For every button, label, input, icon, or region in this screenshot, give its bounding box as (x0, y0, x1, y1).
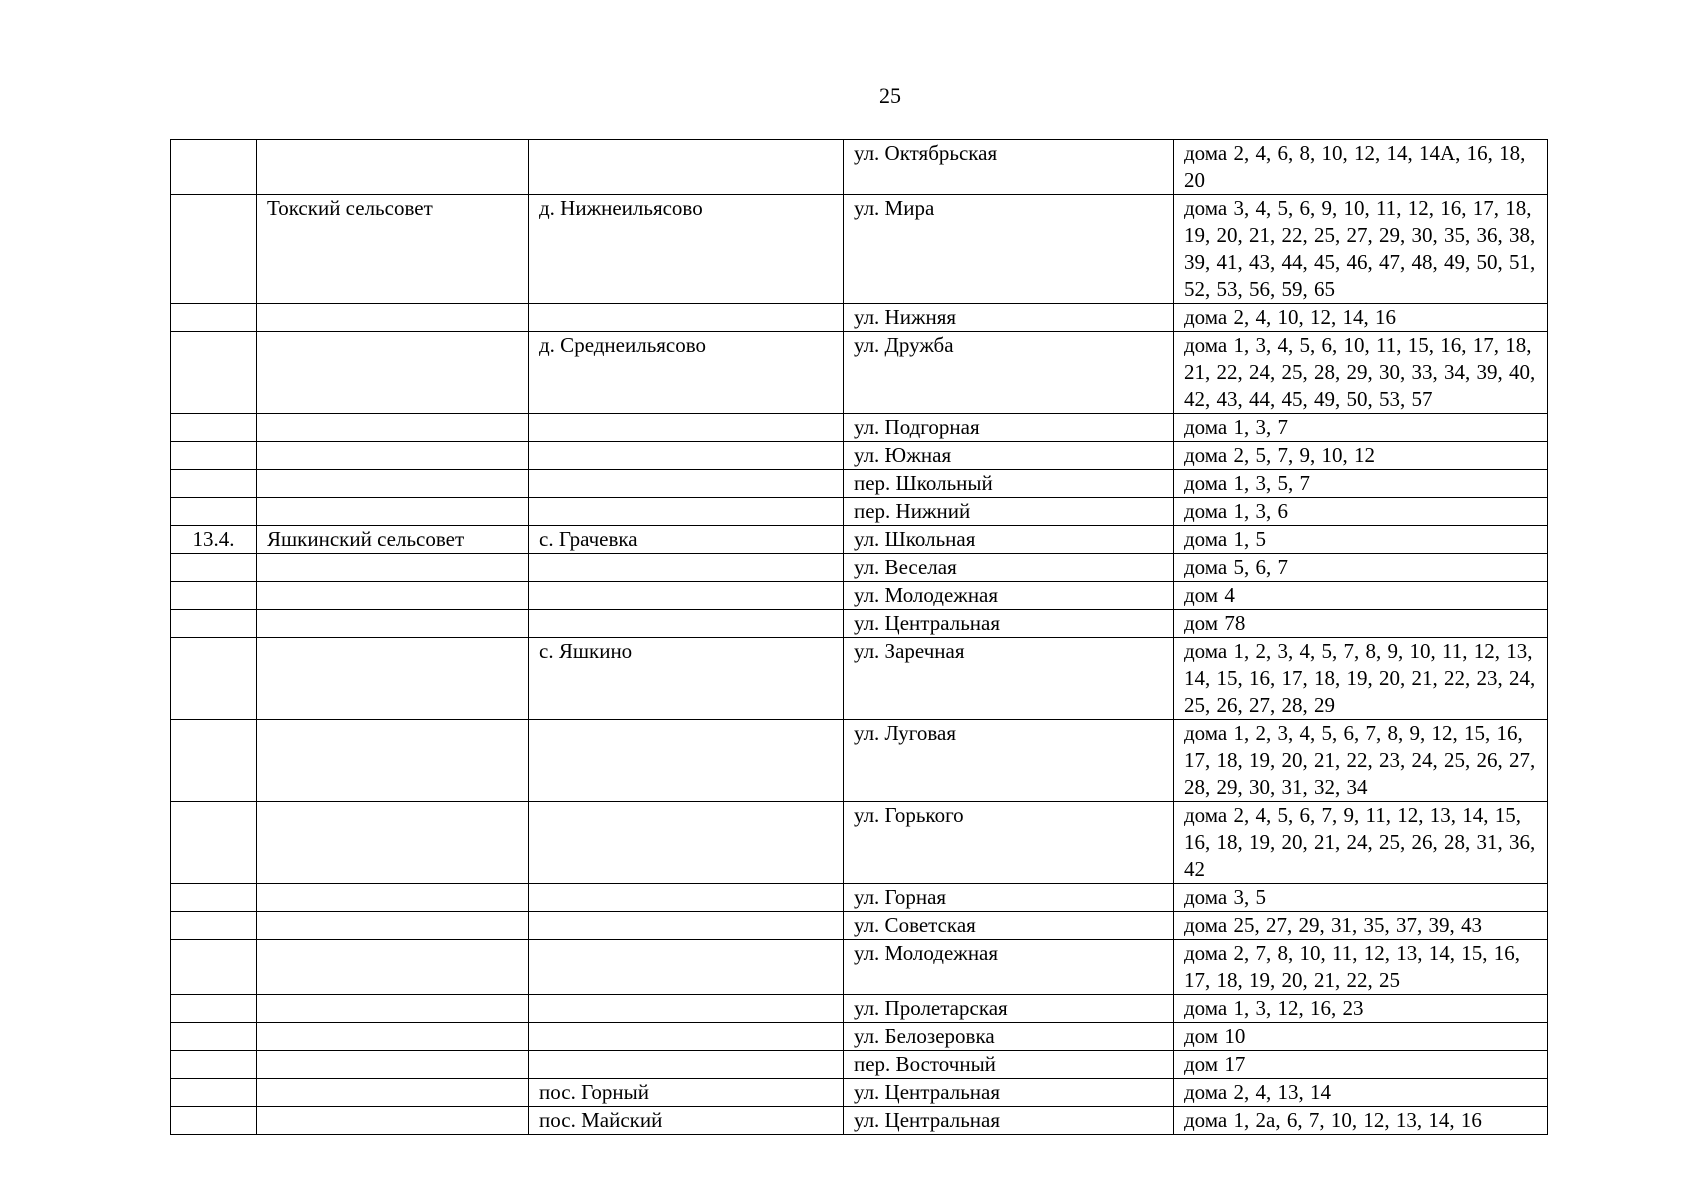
houses-cell: дома 3, 4, 5, 6, 9, 10, 11, 12, 16, 17, 18, 19, 20, 21, 22, 25, 27, 29, 30, 35, 36, 38, 39, 41, 43, 44, 45, 46, 47, 48, 49, 50, 51, 52, 53, 56, 59, 65 (1174, 195, 1548, 304)
settlement-cell: д. Среднеильясово (529, 332, 844, 414)
houses-cell: дома 2, 7, 8, 10, 11, 12, 13, 14, 15, 16, 17, 18, 19, 20, 21, 22, 25 (1174, 940, 1548, 995)
settlement-cell (529, 912, 844, 940)
houses-cell: дома 1, 2а, 6, 7, 10, 12, 13, 14, 16 (1174, 1107, 1548, 1135)
address-table-body (171, 140, 1548, 1135)
table-row (171, 1107, 1548, 1135)
row-number-cell (171, 304, 257, 332)
houses-cell: дом 4 (1174, 582, 1548, 610)
table-row (171, 140, 1548, 195)
table-row (171, 582, 1548, 610)
houses-cell: дома 1, 3, 5, 7 (1174, 470, 1548, 498)
table-row (171, 470, 1548, 498)
council-cell: Токский сельсовет (257, 195, 529, 304)
settlement-cell (529, 498, 844, 526)
row-number-cell (171, 582, 257, 610)
street-cell: ул. Белозеровка (844, 1023, 1174, 1051)
table-row (171, 498, 1548, 526)
settlement-cell (529, 442, 844, 470)
row-number-cell (171, 195, 257, 304)
row-number-cell (171, 638, 257, 720)
council-cell (257, 638, 529, 720)
row-number-cell (171, 470, 257, 498)
houses-cell: дома 2, 4, 13, 14 (1174, 1079, 1548, 1107)
houses-cell: дома 2, 4, 6, 8, 10, 12, 14, 14А, 16, 18, 20 (1174, 140, 1548, 195)
row-number-cell (171, 802, 257, 884)
council-cell (257, 720, 529, 802)
table-row (171, 802, 1548, 884)
row-number-cell (171, 720, 257, 802)
settlement-cell (529, 1023, 844, 1051)
row-number-cell (171, 610, 257, 638)
row-number-cell (171, 554, 257, 582)
settlement-cell (529, 884, 844, 912)
houses-cell: дом 17 (1174, 1051, 1548, 1079)
houses-cell: дома 1, 3, 7 (1174, 414, 1548, 442)
settlement-cell (529, 140, 844, 195)
houses-cell: дома 1, 2, 3, 4, 5, 6, 7, 8, 9, 12, 15, 16, 17, 18, 19, 20, 21, 22, 23, 24, 25, 26, 27, 28, 29, 30, 31, 32, 34 (1174, 720, 1548, 802)
table-row (171, 1079, 1548, 1107)
houses-cell: дома 2, 5, 7, 9, 10, 12 (1174, 442, 1548, 470)
table-row (171, 526, 1548, 554)
houses-cell: дома 5, 6, 7 (1174, 554, 1548, 582)
table-row (171, 610, 1548, 638)
row-number-cell (171, 995, 257, 1023)
settlement-cell (529, 1051, 844, 1079)
houses-cell: дом 78 (1174, 610, 1548, 638)
street-cell: пер. Восточный (844, 1051, 1174, 1079)
settlement-cell: с. Яшкино (529, 638, 844, 720)
table-row (171, 720, 1548, 802)
council-cell (257, 582, 529, 610)
settlement-cell (529, 940, 844, 995)
street-cell: ул. Школьная (844, 526, 1174, 554)
table-row (171, 884, 1548, 912)
row-number-cell (171, 140, 257, 195)
council-cell (257, 140, 529, 195)
street-cell: ул. Молодежная (844, 940, 1174, 995)
settlement-cell (529, 554, 844, 582)
council-cell (257, 332, 529, 414)
council-cell (257, 470, 529, 498)
page-number: 25 (879, 83, 901, 108)
row-number-cell (171, 498, 257, 526)
row-number-cell (171, 1023, 257, 1051)
houses-cell: дома 1, 3, 6 (1174, 498, 1548, 526)
street-cell: ул. Подгорная (844, 414, 1174, 442)
houses-cell: дома 2, 4, 10, 12, 14, 16 (1174, 304, 1548, 332)
street-cell: пер. Школьный (844, 470, 1174, 498)
houses-cell: дома 2, 4, 5, 6, 7, 9, 11, 12, 13, 14, 15, 16, 18, 19, 20, 21, 24, 25, 26, 28, 31, 36, 42 (1174, 802, 1548, 884)
street-cell: ул. Луговая (844, 720, 1174, 802)
council-cell (257, 1107, 529, 1135)
council-cell (257, 940, 529, 995)
row-number-cell (171, 1079, 257, 1107)
houses-cell: дом 10 (1174, 1023, 1548, 1051)
table-row (171, 912, 1548, 940)
settlement-cell (529, 470, 844, 498)
row-number-cell (171, 940, 257, 995)
table-row (171, 995, 1548, 1023)
street-cell: ул. Молодежная (844, 582, 1174, 610)
table-row (171, 414, 1548, 442)
table-row (171, 332, 1548, 414)
council-cell (257, 442, 529, 470)
settlement-cell: с. Грачевка (529, 526, 844, 554)
council-cell (257, 884, 529, 912)
row-number-cell (171, 884, 257, 912)
settlement-cell (529, 720, 844, 802)
street-cell: ул. Пролетарская (844, 995, 1174, 1023)
street-cell: ул. Горная (844, 884, 1174, 912)
council-cell (257, 912, 529, 940)
table-row (171, 638, 1548, 720)
houses-cell: дома 1, 3, 4, 5, 6, 10, 11, 15, 16, 17, 18, 21, 22, 24, 25, 28, 29, 30, 33, 34, 39, 40, 42, 43, 44, 45, 49, 50, 53, 57 (1174, 332, 1548, 414)
council-cell (257, 610, 529, 638)
table-row (171, 940, 1548, 995)
table-row (171, 304, 1548, 332)
table-row (171, 195, 1548, 304)
council-cell (257, 304, 529, 332)
street-cell: ул. Центральная (844, 1107, 1174, 1135)
settlement-cell: пос. Майский (529, 1107, 844, 1135)
street-cell: ул. Веселая (844, 554, 1174, 582)
street-cell: ул. Дружба (844, 332, 1174, 414)
row-number-cell (171, 1051, 257, 1079)
houses-cell: дома 3, 5 (1174, 884, 1548, 912)
settlement-cell (529, 304, 844, 332)
street-cell: ул. Заречная (844, 638, 1174, 720)
settlement-cell (529, 610, 844, 638)
row-number-cell: 13.4. (171, 526, 257, 554)
settlement-cell: д. Нижнеильясово (529, 195, 844, 304)
street-cell: ул. Горького (844, 802, 1174, 884)
council-cell (257, 1023, 529, 1051)
houses-cell: дома 1, 5 (1174, 526, 1548, 554)
address-table (170, 139, 1548, 1135)
council-cell (257, 414, 529, 442)
council-cell (257, 802, 529, 884)
council-cell (257, 498, 529, 526)
row-number-cell (171, 414, 257, 442)
council-cell (257, 995, 529, 1023)
street-cell: ул. Октябрьская (844, 140, 1174, 195)
table-row (171, 1051, 1548, 1079)
table-row (171, 1023, 1548, 1051)
settlement-cell (529, 582, 844, 610)
council-cell (257, 1079, 529, 1107)
row-number-cell (171, 1107, 257, 1135)
houses-cell: дома 1, 3, 12, 16, 23 (1174, 995, 1548, 1023)
row-number-cell (171, 332, 257, 414)
council-cell: Яшкинский сельсовет (257, 526, 529, 554)
settlement-cell (529, 414, 844, 442)
street-cell: ул. Советская (844, 912, 1174, 940)
street-cell: ул. Центральная (844, 1079, 1174, 1107)
houses-cell: дома 25, 27, 29, 31, 35, 37, 39, 43 (1174, 912, 1548, 940)
street-cell: ул. Центральная (844, 610, 1174, 638)
street-cell: пер. Нижний (844, 498, 1174, 526)
street-cell: ул. Мира (844, 195, 1174, 304)
row-number-cell (171, 912, 257, 940)
row-number-cell (171, 442, 257, 470)
settlement-cell: пос. Горный (529, 1079, 844, 1107)
table-row (171, 554, 1548, 582)
table-row (171, 442, 1548, 470)
street-cell: ул. Южная (844, 442, 1174, 470)
houses-cell: дома 1, 2, 3, 4, 5, 7, 8, 9, 10, 11, 12, 13, 14, 15, 16, 17, 18, 19, 20, 21, 22, 23, 24, 25, 26, 27, 28, 29 (1174, 638, 1548, 720)
council-cell (257, 554, 529, 582)
settlement-cell (529, 802, 844, 884)
street-cell: ул. Нижняя (844, 304, 1174, 332)
settlement-cell (529, 995, 844, 1023)
council-cell (257, 1051, 529, 1079)
